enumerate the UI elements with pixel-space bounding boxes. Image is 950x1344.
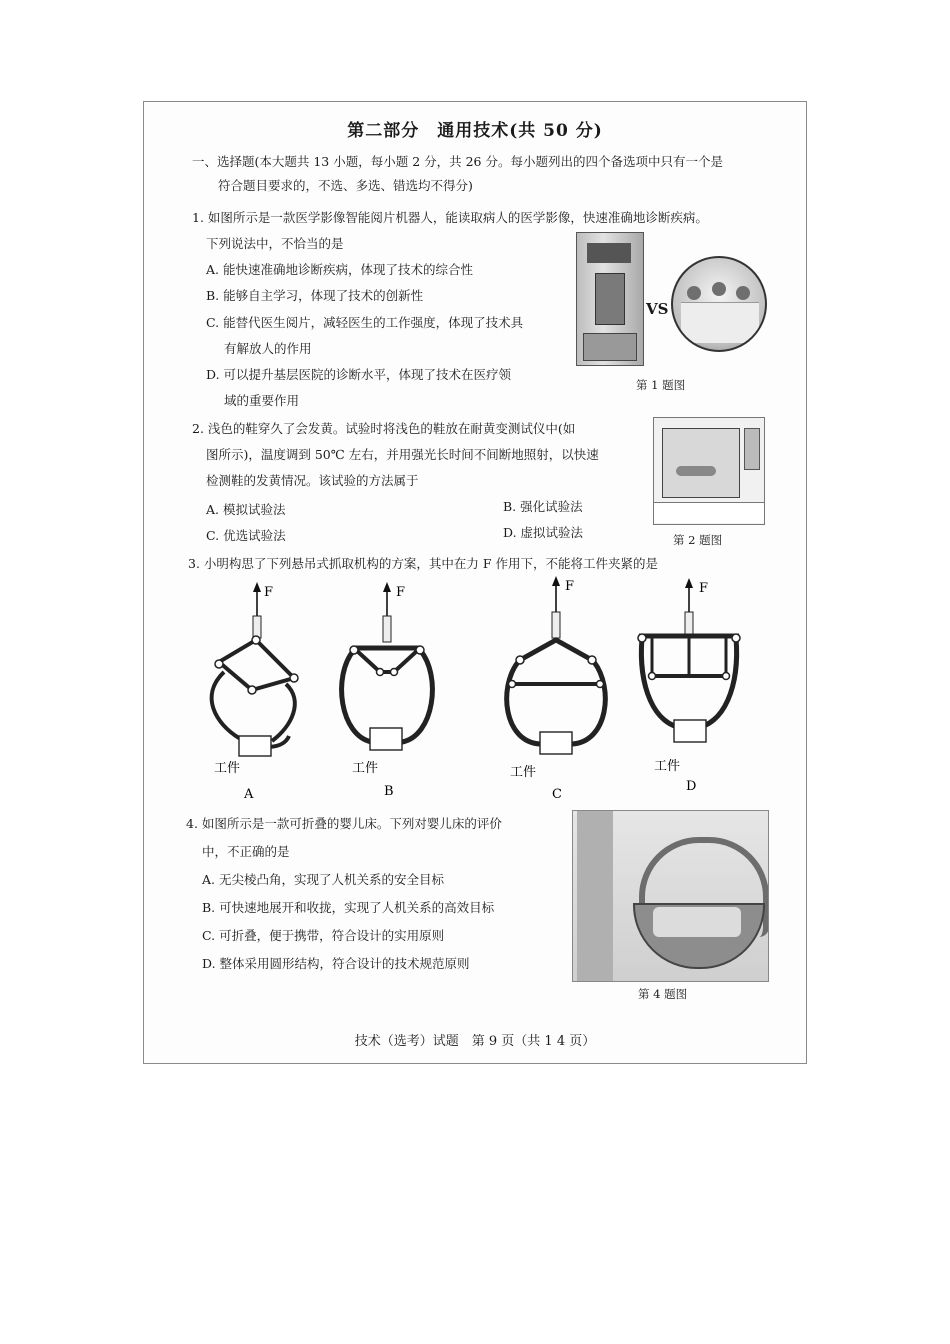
q4-option-b: B. 可快速地展开和收拢，实现了人机关系的高效目标 <box>202 900 495 915</box>
page-footer: 技术（选考）试题 第 9 页（共 1 4 页） <box>354 1034 596 1049</box>
q4-option-c: C. 可折叠，便于携带，符合设计的实用原则 <box>202 928 445 943</box>
q3-scheme-a <box>212 582 298 802</box>
q4-baby-crib-image <box>572 810 769 982</box>
q4-option-a: A. 无尖棱凸角，实现了人机关系的安全目标 <box>202 872 444 887</box>
q1-stem-line2: 下列说法中，不恰当的是 <box>206 236 344 251</box>
q1-option-c-line2: 有解放人的作用 <box>224 341 312 356</box>
q2-figure-caption: 第 2 题图 <box>673 533 723 547</box>
q3-force-label-d: F <box>699 581 709 596</box>
q1-option-c-line1: C. 能替代医生阅片，减轻医生的工作强度，体现了技术具 <box>206 315 524 330</box>
q3-workpiece-label-a: 工件 <box>214 761 241 776</box>
q3-scheme-c <box>507 576 606 802</box>
q2-option-b: B. 强化试验法 <box>503 499 583 514</box>
q1-robot-cabinet-image <box>576 232 644 366</box>
q1-option-d-line1: D. 可以提升基层医院的诊断水平，体现了技术在医疗领 <box>206 367 512 382</box>
q4-figure-caption: 第 4 题图 <box>638 987 688 1001</box>
q3-force-label-a: F <box>264 585 274 600</box>
q3-force-label-b: F <box>396 585 406 600</box>
q4-stem-line1: 4. 如图所示是一款可折叠的婴儿床。下列对婴儿床的评价 <box>186 816 502 831</box>
q3-option-a-label: A <box>244 787 254 802</box>
q2-option-d: D. 虚拟试验法 <box>503 525 584 540</box>
q3-option-c-label: C <box>552 787 562 802</box>
q3-workpiece-label-b: 工件 <box>352 761 379 776</box>
q3-workpiece-label-c: 工件 <box>510 765 537 780</box>
q3-option-d-label: D <box>686 779 697 794</box>
q2-yellowing-tester-image <box>653 417 765 525</box>
q1-doctors-image <box>671 256 767 352</box>
q3-scheme-b <box>342 582 433 799</box>
q3-mechanisms-figure <box>144 576 806 816</box>
q2-option-c: C. 优选试验法 <box>206 528 286 543</box>
q3-option-b-label: B <box>384 784 394 799</box>
q4-stem-line2: 中，不正确的是 <box>202 844 290 859</box>
q3-force-label-c: F <box>565 579 575 594</box>
q3-scheme-d <box>638 578 740 794</box>
q2-stem-line3: 检测鞋的发黄情况。该试验的方法属于 <box>206 473 419 488</box>
q1-option-d-line2: 域的重要作用 <box>224 393 300 408</box>
q3-workpiece-label-d: 工件 <box>654 759 681 774</box>
q1-option-b: B. 能够自主学习，体现了技术的创新性 <box>206 288 424 303</box>
q2-stem-line2: 图所示)，温度调到 50℃ 左右，并用强光长时间不间断地照射，以快速 <box>206 447 599 462</box>
q4-option-d: D. 整体采用圆形结构，符合设计的技术规范原则 <box>202 956 470 971</box>
exam-page <box>143 101 807 1064</box>
section-instructions-line2: 符合题目要求的，不选、多选、错选均不得分) <box>218 178 473 193</box>
q1-option-a: A. 能快速准确地诊断疾病，体现了技术的综合性 <box>206 262 473 277</box>
q1-stem-line1: 1. 如图所示是一款医学影像智能阅片机器人，能读取病人的医学影像，快速准确地诊断疾病。 <box>192 210 708 225</box>
part-title: 第二部分 通用技术(共 50 分) <box>347 121 603 141</box>
section-instructions-line1: 一、选择题(本大题共 13 小题，每小题 2 分，共 26 分。每小题列出的四个备选项中只有一个是 <box>192 154 723 169</box>
q1-vs-label: VS <box>646 300 669 318</box>
q2-stem-line1: 2. 浅色的鞋穿久了会发黄。试验时将浅色的鞋放在耐黄变测试仪中(如 <box>192 421 576 436</box>
q2-option-a: A. 模拟试验法 <box>206 502 286 517</box>
q3-stem: 3. 小明构思了下列悬吊式抓取机构的方案，其中在力 F 作用下，不能将工件夹紧的是 <box>188 556 659 571</box>
q1-figure-caption: 第 1 题图 <box>636 378 686 392</box>
